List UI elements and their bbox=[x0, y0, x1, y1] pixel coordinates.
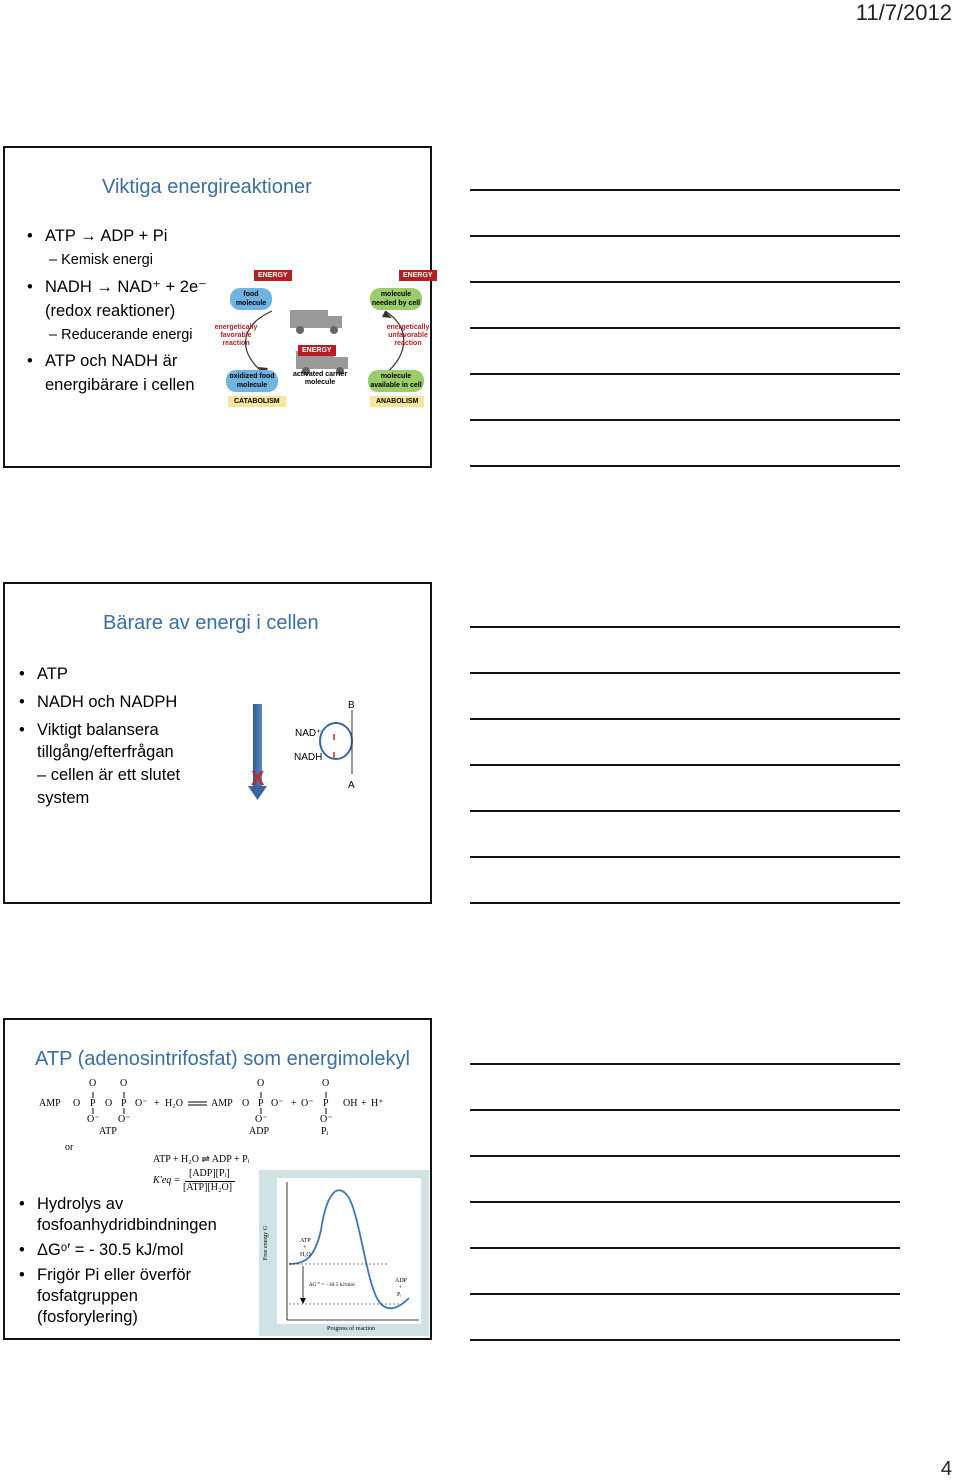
bullet-frigor: • Frigör Pi eller överför bbox=[19, 1266, 192, 1284]
o-atom: O bbox=[89, 1078, 97, 1089]
bullet-hydrolys: • Hydrolys av bbox=[19, 1195, 124, 1213]
energy-badge-left: ENERGY bbox=[254, 270, 292, 281]
water-label: H₂O bbox=[165, 1098, 183, 1109]
bullet-energibarare-cont: energibärare i cellen bbox=[45, 376, 195, 394]
note-line bbox=[470, 1109, 900, 1111]
adp-end-label-2: + bbox=[399, 1285, 403, 1291]
o-atom: O bbox=[73, 1098, 81, 1109]
p-atom: P bbox=[121, 1098, 127, 1109]
catabolism-anabolism-figure bbox=[210, 266, 433, 411]
favorable-reaction-label: energetically favorable reaction bbox=[214, 324, 258, 347]
simple-equation: ATP + H₂O ⇌ ADP + Pᵢ bbox=[153, 1154, 250, 1165]
note-line bbox=[470, 764, 900, 766]
o-atom: O bbox=[257, 1078, 265, 1089]
p-atom: P bbox=[258, 1098, 264, 1109]
keq-denominator: [ATP][H₂O] bbox=[183, 1182, 233, 1193]
note-line bbox=[470, 189, 900, 191]
atp-start-label-3: H₂O bbox=[300, 1252, 311, 1258]
truck-icon-top bbox=[290, 310, 342, 334]
h-plus: H⁺ bbox=[371, 1098, 384, 1109]
bullet-system: system bbox=[37, 789, 90, 807]
energy-x-axis-label: Progress of reaction bbox=[327, 1326, 375, 1332]
note-line bbox=[470, 465, 900, 467]
o-atom: O bbox=[242, 1098, 250, 1109]
energy-y-axis-label: Free energy G bbox=[263, 1225, 269, 1261]
note-line bbox=[470, 1293, 900, 1295]
slide-3 bbox=[3, 1018, 432, 1340]
nad-plus-label: NAD⁺ bbox=[295, 728, 322, 739]
slide-1-title: Viktiga energireaktioner bbox=[102, 176, 312, 198]
bullet-hydrolys-cont: fosfoanhydridbindningen bbox=[37, 1216, 217, 1234]
note-line bbox=[470, 1247, 900, 1249]
bullet-nadh: • NADH → NAD⁺ + 2e⁻ bbox=[27, 278, 207, 296]
o-minus: O⁻ bbox=[271, 1098, 284, 1109]
bullet-atp: • ATP bbox=[19, 665, 68, 683]
o-minus: O⁻ bbox=[87, 1114, 100, 1125]
o-minus: O⁻ bbox=[255, 1114, 268, 1125]
or-label: or bbox=[65, 1142, 74, 1153]
anabolism-tag: ANABOLISM bbox=[370, 396, 424, 407]
free-energy-plot bbox=[259, 1170, 429, 1336]
slide-1 bbox=[3, 146, 432, 468]
note-line bbox=[470, 672, 900, 674]
molecule-available-bubble: molecule available in cell bbox=[368, 370, 424, 392]
note-line bbox=[470, 327, 900, 329]
page-number: 4 bbox=[940, 1458, 952, 1480]
keq-numerator: [ADP][Pᵢ] bbox=[189, 1168, 230, 1179]
bullet-balansera: • Viktigt balansera bbox=[19, 721, 159, 739]
note-line bbox=[470, 626, 900, 628]
note-line bbox=[470, 1063, 900, 1065]
note-line bbox=[470, 1339, 900, 1341]
note-line bbox=[470, 856, 900, 858]
atp-caption: ATP bbox=[99, 1126, 117, 1137]
o-minus: O⁻ bbox=[320, 1114, 333, 1125]
slide-2-title: Bärare av energi i cellen bbox=[103, 612, 319, 634]
note-line bbox=[470, 902, 900, 904]
o-minus: O⁻ bbox=[301, 1098, 314, 1109]
energy-badge-right: ENERGY bbox=[399, 270, 437, 281]
plus-sign: + bbox=[291, 1098, 297, 1109]
bullet-frigor-cont: fosfatgruppen bbox=[37, 1287, 138, 1305]
bullet-redox: (redox reaktioner) bbox=[45, 302, 176, 320]
note-line bbox=[470, 235, 900, 237]
plus-sign: + bbox=[154, 1098, 160, 1109]
energy-badge-center: ENERGY bbox=[298, 345, 336, 356]
level-a-label: A bbox=[348, 780, 355, 791]
blocked-x-mark: X bbox=[251, 768, 265, 790]
slide-2 bbox=[3, 582, 432, 904]
sub-slutet: – cellen är ett slutet bbox=[37, 766, 181, 784]
level-b-label: B bbox=[348, 700, 355, 711]
bullet-nadh-nadph: • NADH och NADPH bbox=[19, 693, 178, 711]
amp-label: AMP bbox=[211, 1098, 233, 1109]
p-atom: P bbox=[323, 1098, 329, 1109]
oh-group: OH bbox=[343, 1098, 358, 1109]
bullet-delta-g: • ΔGᵒ′ = - 30.5 kJ/mol bbox=[19, 1241, 184, 1259]
page-date: 11/7/2012 bbox=[855, 0, 952, 25]
adp-end-label-3: Pᵢ bbox=[397, 1292, 402, 1298]
atp-start-label-2: + bbox=[303, 1245, 307, 1251]
delta-g-label: ΔG′° = −30.5 kJ/mol bbox=[309, 1282, 355, 1288]
note-line bbox=[470, 373, 900, 375]
unfavorable-reaction-label: energetically unfavorable reaction bbox=[386, 324, 430, 347]
adp-caption: ADP bbox=[249, 1126, 270, 1137]
activated-carrier-label: activated carrier molecule bbox=[292, 371, 348, 386]
pi-caption: Pᵢ bbox=[321, 1126, 329, 1137]
keq-label: K′eq = bbox=[153, 1175, 181, 1186]
bullet-atp-adp: • ATP → ADP + Pi bbox=[27, 227, 168, 245]
note-line bbox=[470, 419, 900, 421]
o-minus: O⁻ bbox=[118, 1114, 131, 1125]
o-atom: O bbox=[105, 1098, 113, 1109]
note-line bbox=[470, 1155, 900, 1157]
note-line bbox=[470, 281, 900, 283]
bullet-tillgang: tillgång/efterfrågan bbox=[37, 743, 174, 761]
redox-balance-figure bbox=[245, 696, 365, 806]
catabolism-tag: CATABOLISM bbox=[228, 396, 286, 407]
food-molecule-bubble: food molecule bbox=[230, 288, 272, 310]
bullet-energibarare: • ATP och NADH är bbox=[27, 352, 178, 370]
note-line bbox=[470, 718, 900, 720]
p-atom: P bbox=[90, 1098, 96, 1109]
atp-start-label-1: ATP bbox=[300, 1238, 311, 1244]
sub-reducerande-energi: – Reducerande energi bbox=[49, 327, 193, 343]
o-atom: O bbox=[120, 1078, 128, 1089]
sub-kemisk-energi: – Kemisk energi bbox=[49, 252, 153, 268]
bullet-frigor-cont2: (fosforylering) bbox=[37, 1308, 138, 1326]
note-line bbox=[470, 810, 900, 812]
energy-curve bbox=[259, 1170, 429, 1336]
slide-3-title: ATP (adenosintrifosfat) som energimolekyl bbox=[35, 1048, 410, 1070]
o-minus: O⁻ bbox=[135, 1098, 148, 1109]
nadh-label: NADH bbox=[294, 752, 323, 763]
note-line bbox=[470, 1201, 900, 1203]
oxidized-food-bubble: oxidized food molecule bbox=[226, 370, 278, 392]
adp-end-label-1: ADP bbox=[395, 1278, 408, 1284]
o-atom: O bbox=[322, 1078, 330, 1089]
molecule-needed-bubble: molecule needed by cell bbox=[370, 288, 422, 310]
amp-label: AMP bbox=[39, 1098, 61, 1109]
plus-sign: + bbox=[361, 1098, 367, 1109]
